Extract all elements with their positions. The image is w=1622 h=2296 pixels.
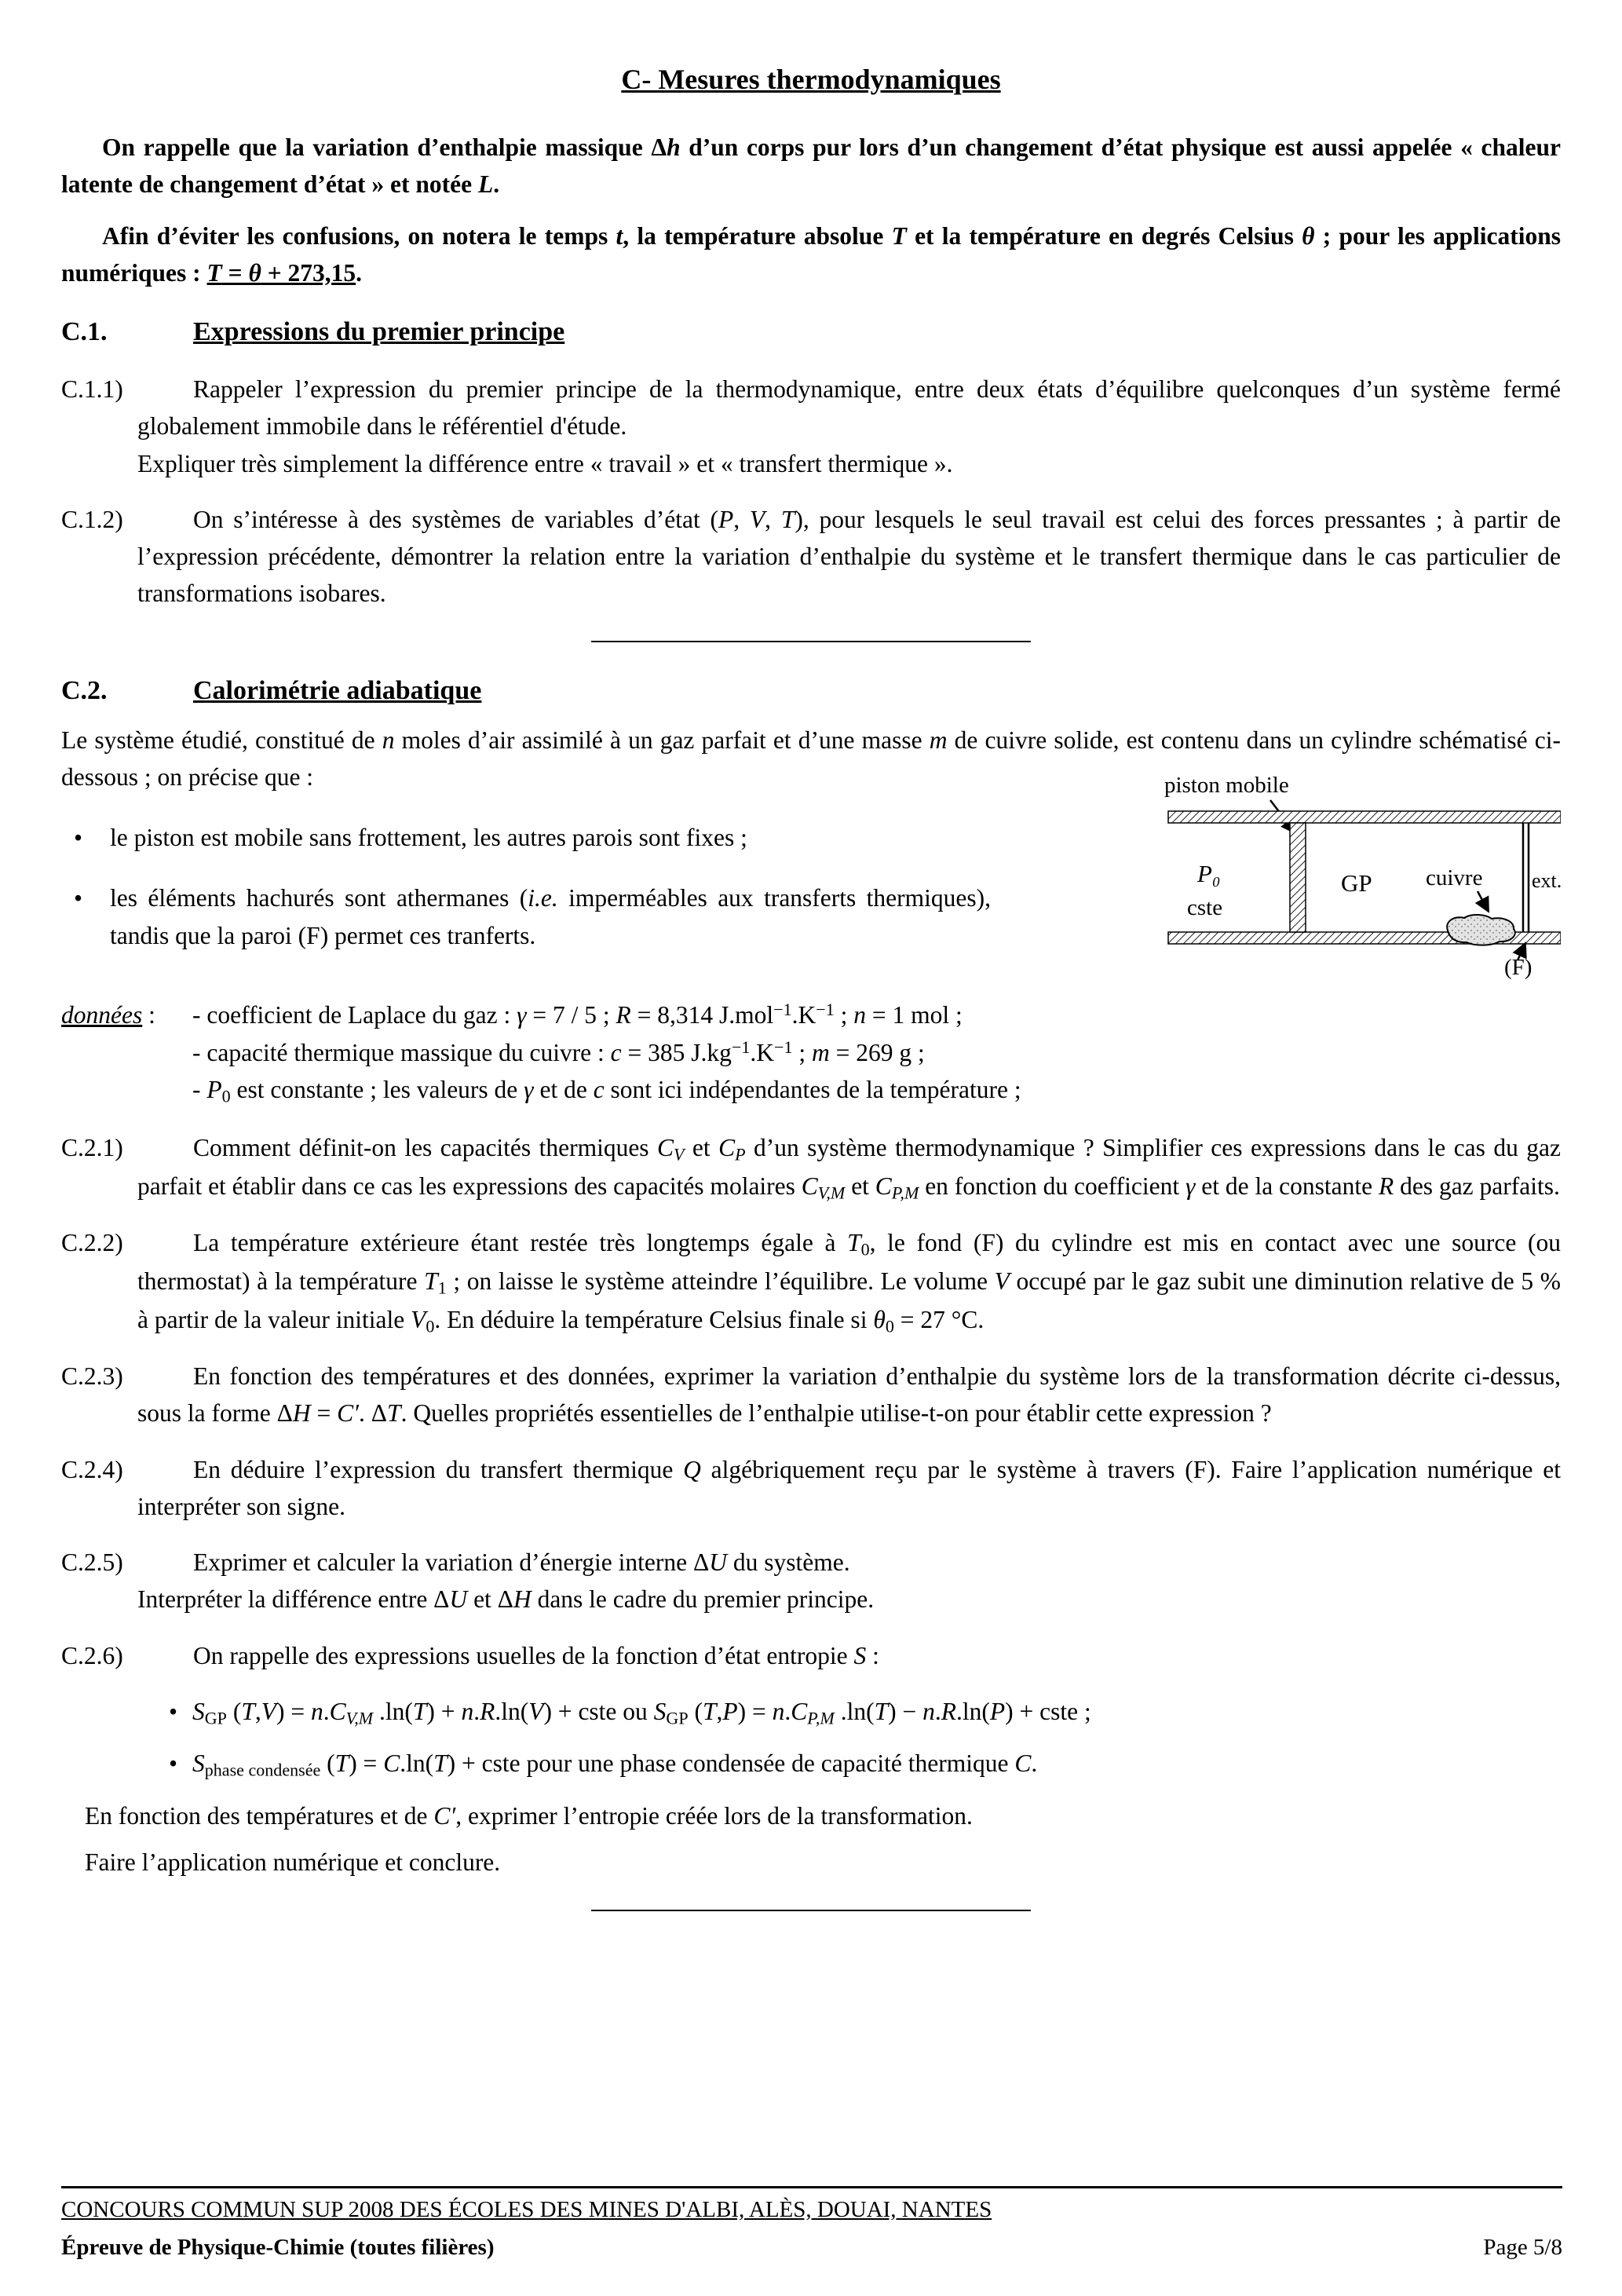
c2-intro-paragraph: Le système étudié, constitué de n moles d’air assimilé à un gaz parfait et d’une masse m de cuivre solide, est contenu dans un cylindre schématisé ci-dessous ; on précise que : xyxy=(61,726,1561,791)
footer-page-number: Page 5/8 xyxy=(1483,2234,1562,2260)
pressure-label: P₀ xyxy=(1197,860,1221,887)
separator-rule xyxy=(591,641,1031,642)
donnees-label: données : xyxy=(61,1001,155,1029)
bullet-icon: • xyxy=(169,1697,178,1725)
footer-concours-line: CONCOURS COMMUN SUP 2008 DES ÉCOLES DES MINES D'ALBI, ALÈS, DOUAI, NANTES xyxy=(61,2197,992,2222)
section-title-c2: Calorimétrie adiabatique xyxy=(193,675,482,705)
question-number: C.2.3) xyxy=(61,1362,123,1391)
donnees-line-1: - coefficient de Laplace du gaz : γ = 7 / 5 ; R = 8,314 $J.mol^{-1}.K^{-1}$ ; n = 1 mol ; xyxy=(192,1000,963,1029)
question-c2-6 xyxy=(61,1637,1561,1674)
question-number: C.2.4) xyxy=(61,1455,123,1483)
question-number: C.1.1) xyxy=(61,375,123,403)
section-number-c1: C.1. xyxy=(61,317,108,346)
bullet-icon: • xyxy=(74,884,83,912)
cylinder-diagram-svg xyxy=(1011,766,1561,982)
intro-paragraph-1: On rappelle que la variation d’enthalpie massique Δh d’un corps pur lors d’un changement d’état physique est aussi appelée « chaleur latente de changement d’état » et notée L. xyxy=(61,133,1561,199)
section-heading-c2 xyxy=(61,671,1561,711)
footer-rule xyxy=(61,2186,1562,2188)
closing-line-2: Faire l’application numérique et conclure. xyxy=(85,1848,501,1877)
copper-label: cuivre xyxy=(1426,865,1483,890)
cste-label: cste xyxy=(1187,895,1223,920)
question-text: Comment définit-on les capacités thermiques CV et CP d’un système thermodynamique ? Simplifier ces expressions dans le cas du gaz parfait et établir dans ce cas les expressions des capacités molaires CV,M et CP,M en fonction du coefficient γ et de la constante R des gaz parfaits. xyxy=(137,1134,1561,1203)
piston-bar xyxy=(1290,823,1306,932)
donnees-line-2: - capacité thermique massique du cuivre : c = 385 $J.kg^{-1}.K^{-1}$ ; m = 269 g ; xyxy=(192,1036,925,1066)
question-c2-4 xyxy=(61,1451,1561,1526)
question-c2-3 xyxy=(61,1358,1561,1432)
question-c1-1 xyxy=(61,371,1561,482)
footer-epreuve: Épreuve de Physique-Chimie (toutes filières) xyxy=(61,2234,495,2260)
formula-text: $S_{GP}$ (T,V) = n.CV,M .ln(T) + n.R.ln(V) + cste ou $S_{GP}$ (T,P) = n.CP,M .ln(T) − n.R.ln(P) + cste ; xyxy=(192,1697,1091,1728)
intro-paragraph-2: Afin d’éviter les confusions, on notera le temps t, la température absolue T et la température en degrés Celsius θ ; pour les applications numériques : T = θ + 273,15. xyxy=(61,221,1561,287)
section-title-c1: Expressions du premier principe xyxy=(193,317,565,346)
question-c1-2 xyxy=(61,501,1561,612)
section-number-c2: C.2. xyxy=(61,675,108,705)
separator-rule-bottom xyxy=(591,1910,1031,1911)
copper-blob xyxy=(1447,915,1515,945)
question-text: Exprimer et calculer la variation d’énergie interne ΔU du système. Interpréter la différence entre ΔU et ΔH dans le cadre du premier principe. xyxy=(137,1548,875,1614)
question-text: Rappeler l’expression du premier principe de la thermodynamique, entre deux états d’équilibre quelconques d’un système fermé globalement immobile dans le référentiel d'étude. Expliquer très simplement la différence entre « travail » et « transfert thermique ». xyxy=(137,375,1561,477)
bullet-text: les éléments hachurés sont athermanes (i.e. imperméables aux transferts thermiques), tandis que la paroi (F) permet ces tranferts. xyxy=(110,884,991,949)
question-number: C.2.5) xyxy=(61,1548,123,1577)
footer-row xyxy=(61,2231,1562,2265)
section-heading-c1 xyxy=(61,312,1561,352)
question-text: En déduire l’expression du transfert thermique Q algébriquement reçu par le système à travers (F). Faire l’application numérique et interpréter son signe. xyxy=(137,1455,1561,1520)
bullet-icon: • xyxy=(169,1749,178,1778)
exterior-label: ext. xyxy=(1532,869,1561,892)
question-number: C.1.2) xyxy=(61,505,123,533)
entropy-formula-gp xyxy=(61,1693,1561,1731)
question-c2-1 xyxy=(61,1129,1561,1205)
entropy-formula-condensed xyxy=(61,1745,1561,1783)
question-text: La température extérieure étant restée très longtemps égale à $T_0$, le fond (F) du cylindre est mis en contact avec une source (ou thermostat) à la température $T_1$ ; on laisse le système atteindre l’équilibre. Le volume V occupé par le gaz subit une diminution relative de 5 % à partir de la valeur initiale $V_0$. En déduire la température Celsius finale si $\theta_0 = 27$ °C. xyxy=(137,1229,1562,1336)
question-c2-5 xyxy=(61,1544,1561,1618)
cylinder-top-wall xyxy=(1168,811,1561,823)
question-number: C.2.6) xyxy=(61,1641,123,1669)
piston-mobile-label: piston mobile xyxy=(1164,773,1289,798)
formula-text: $S_{phase condensée}$ (T) = C.ln(T) + cste pour une phase condensée de capacité thermique C. xyxy=(192,1749,1038,1780)
question-text: On rappelle des expressions usuelles de la fonction d’état entropie S : xyxy=(193,1641,879,1669)
gas-label: GP xyxy=(1341,869,1372,897)
figure-cylinder-diagram xyxy=(1011,766,1561,992)
page-title-text: C- Mesures thermodynamiques xyxy=(621,64,1001,95)
wall-f-label: (F) xyxy=(1504,955,1532,980)
question-text: En fonction des températures et des données, exprimer la variation d’enthalpie du système lors de la transformation décrite ci-dessus, sous la forme ΔH = C′. ΔT. Quelles propriétés essentielles de l’enthalpie utilise-t-on pour établir cette expression ? xyxy=(137,1362,1561,1428)
footer xyxy=(61,2186,1562,2265)
question-c2-2 xyxy=(61,1224,1561,1339)
page-title xyxy=(61,58,1561,101)
question-number: C.2.1) xyxy=(61,1134,123,1162)
bullet-text: le piston est mobile sans frottement, les autres parois sont fixes ; xyxy=(110,824,747,851)
donnees-block xyxy=(61,996,1561,1109)
question-number: C.2.2) xyxy=(61,1229,123,1257)
bullet-icon: • xyxy=(74,824,83,851)
donnees-line-3: - $P_0$ est constante ; les valeurs de γ et de c sont ici indépendantes de la température ; xyxy=(192,1075,1021,1106)
copper-arrow xyxy=(1478,891,1489,912)
closing-line-1: En fonction des températures et de C′, exprimer l’entropie créée lors de la transformation. xyxy=(85,1802,973,1830)
question-text: On s’intéresse à des systèmes de variables d’état (P, V, T), pour lesquels le seul travail est celui des forces pressantes ; à partir de l’expression précédente, démontrer la relation entre la variation d’enthalpie du système et le transfert thermique dans le cas particulier de transformations isobares. xyxy=(137,505,1562,608)
